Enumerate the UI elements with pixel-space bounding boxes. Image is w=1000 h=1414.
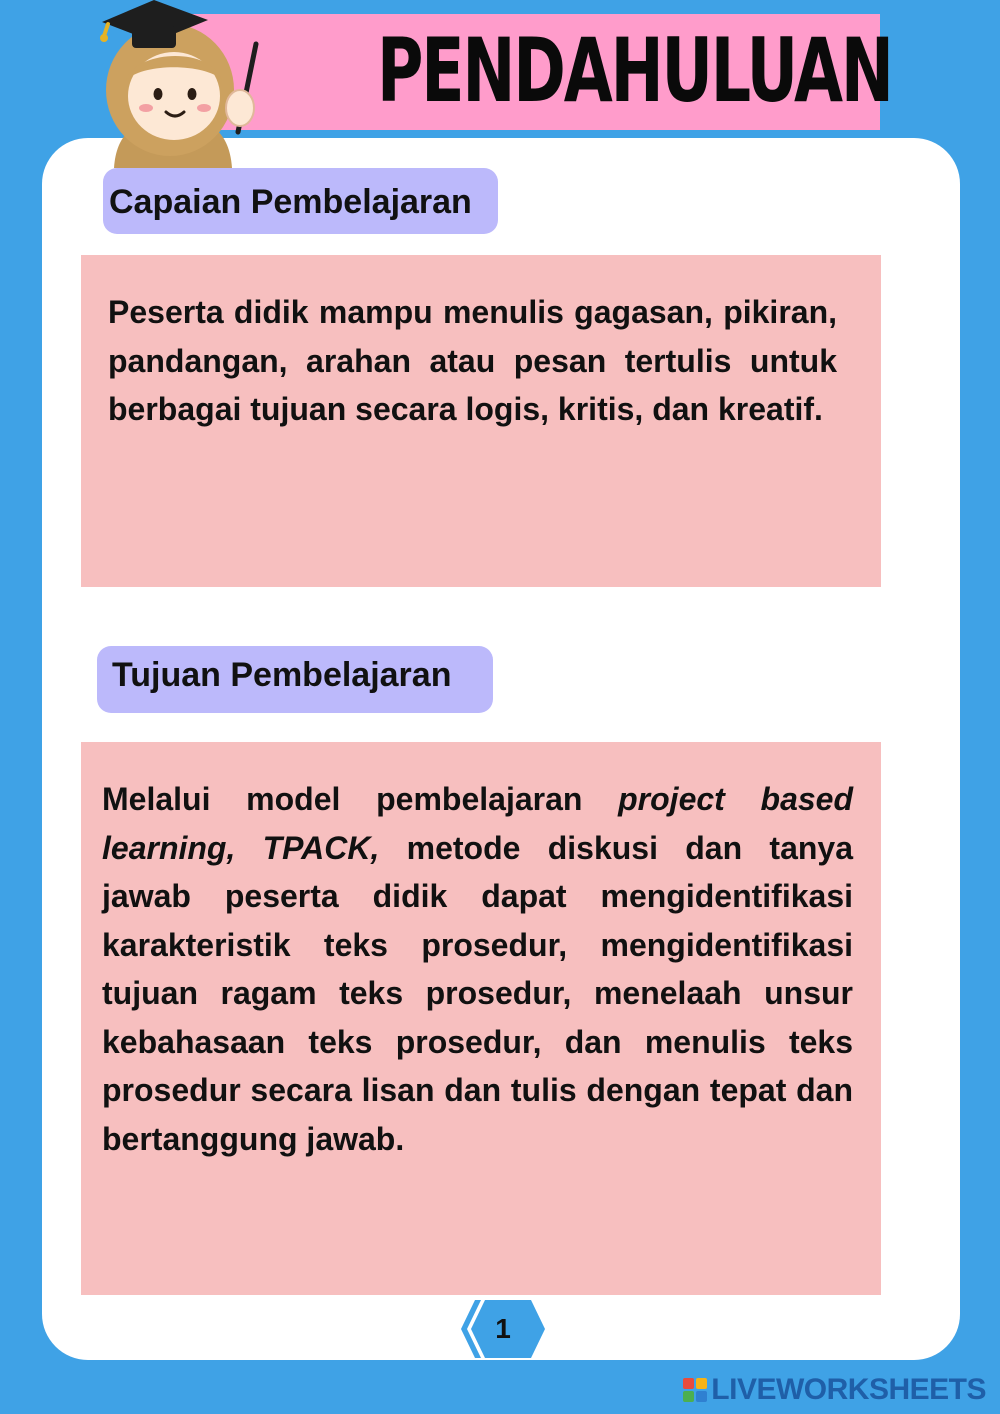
capaian-pembelajaran-label: Capaian Pembelajaran — [103, 168, 498, 234]
page-title: PENDAHULUAN — [377, 19, 892, 122]
tujuan-text-intro: Melalui model pembelajaran — [102, 781, 619, 817]
title-banner — [172, 14, 892, 130]
page-number-badge — [461, 1298, 545, 1360]
brand-name: LIVEWORKSHEETS — [711, 1373, 986, 1406]
capaian-pembelajaran-box — [81, 255, 881, 587]
tujuan-pembelajaran-label: Tujuan Pembelajaran — [97, 646, 493, 713]
tujuan-pembelajaran-box — [81, 742, 881, 1295]
teacher-mascot-icon — [92, 0, 272, 168]
tujuan-text-emphasis: project based learning, TPACK, — [102, 781, 853, 866]
page-number: 1 — [495, 1313, 511, 1344]
capaian-pembelajaran-text: Peserta didik mampu menulis gagasan, pikiran, pandangan, arahan atau pesan tertulis untuk berbagai tujuan secara logis, kritis, dan kreatif. — [108, 294, 837, 427]
tujuan-pembelajaran-text — [102, 775, 853, 1163]
liveworksheets-brand — [683, 1370, 986, 1410]
tujuan-text-rest: metode diskusi dan tanya jawab peserta didik dapat mengidentifikasi karakteristik teks prosedur, mengidentifikasi tujuan ragam teks prosedur, menelaah unsur kebahasaan teks prosedur, dan menulis teks prosedur secara lisan dan tulis dengan tepat dan bertanggung jawab. — [102, 829, 854, 1157]
liveworksheets-logo-icon — [683, 1378, 707, 1402]
